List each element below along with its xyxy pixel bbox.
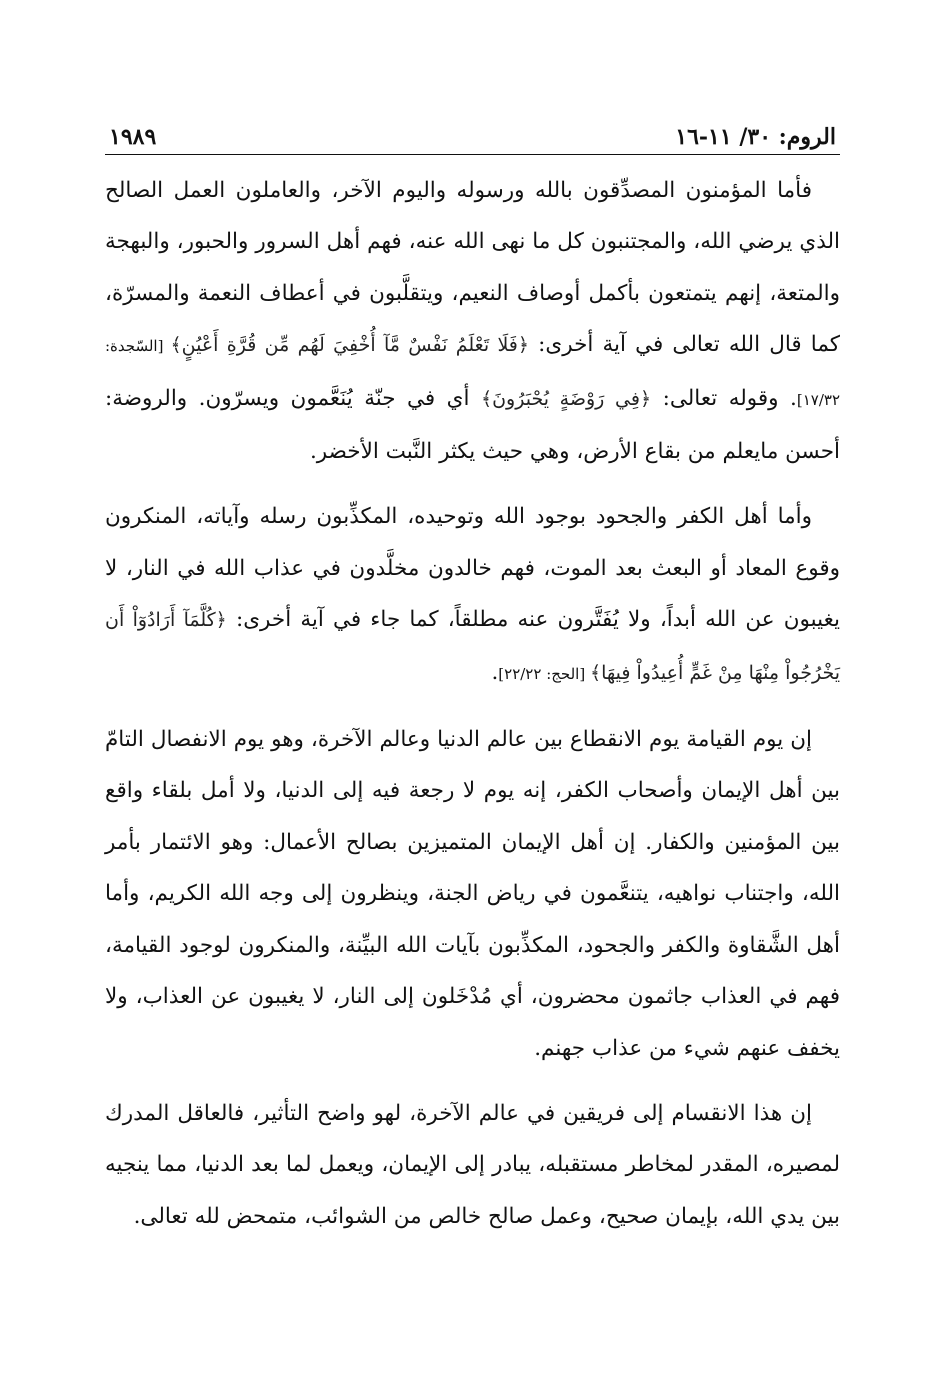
paragraph-conclusion: إن هذا الانقسام إلى فريقين في عالم الآخرة، لهو واضح التأثير، فالعاقل المدرك لمصيره، المقدر لمخاطر مستقبله، يبادر إلى الإيمان، ويعمل لما بعد الدنيا، مما ينجيه بين يدي الله، بإيمان صحيح، وعمل صالح خالص من الشوائب، متمحض لله تعالى. bbox=[105, 1100, 840, 1229]
paragraph-text: أي في جنّة يُنَعَّمون ويسرّون. والروضة: أحسن مايعلم من بقاع الأرض، وهي حيث يكثر النَّبت الأخضر. bbox=[105, 385, 840, 465]
paragraph-text: . bbox=[491, 659, 499, 685]
header-divider bbox=[105, 154, 840, 155]
verse-reference: [الحج: ٢٢/٢٢] bbox=[498, 664, 590, 683]
paragraph-text: . وقوله تعالى: bbox=[651, 385, 797, 411]
quran-verse: ﴿كُلَّمَآ أَرَادُوٓاْ أَن يَخْرُجُواْ مِنْهَا مِنْ غَمٍّ أُعِيدُواْ فِيهَا﴾ bbox=[105, 609, 840, 684]
page-number: ١٩٨٩ bbox=[109, 124, 157, 150]
document-page bbox=[105, 118, 840, 1256]
paragraph-text: وأما أهل الكفر والجحود بوجود الله وتوحيده، المكذِّبون رسله وآياته، المنكرون وقوع المعاد أو البعث بعد الموت، فهم خالدون مخلَّدون في عذاب الله في النار، لا يغيبون عن الله أبداً، ولا يُفَتَّرون عنه مطلقاً، كما جاء في آية أخرى: bbox=[105, 504, 840, 633]
paragraph-believers bbox=[105, 165, 840, 477]
page-header bbox=[105, 118, 840, 150]
paragraph-disbelievers bbox=[105, 491, 840, 700]
quran-verse: ﴿فَلَا تَعْلَمُ نَفْسٌ مَّآ أُخْفِيَ لَهُم مِّن قُرَّةِ أَعْيُنٍ﴾ bbox=[170, 334, 529, 357]
paragraph-day-of-judgment: إن يوم القيامة يوم الانقطاع بين عالم الدنيا وعالم الآخرة، وهو يوم الانفصال التامّ بين أهل الإيمان وأصحاب الكفر، إنه يوم لا رجعة فيه إلى الدنيا، ولا أمل بلقاء واقع بين المؤمنين والكفار. إن أهل الإيمان المتميزين بصالح الأعمال: وهو الائتمار بأمر الله، واجتناب نواهيه، يتنعَّمون في رياض الجنة، وينظرون إلى وجه الله الكريم، وأما أهل الشَّقاوة والكفر والجحود، المكذِّبون بآيات الله البيِّنة، والمنكرون لوجود القيامة، فهم في العذاب جاثمون محضرون، أي مُدْخَلون إلى النار، لا يغيبون عن العذاب، ولا يخفف عنهم شيء من عذاب جهنم. bbox=[105, 727, 840, 1061]
chapter-reference: الروم: ٣٠/ ١١-١٦ bbox=[675, 124, 836, 150]
page-body bbox=[105, 165, 840, 1242]
quran-verse: ﴿فِي رَوْضَةٍ يُحْبَرُونَ﴾ bbox=[480, 387, 652, 410]
paragraph-text: فأما المؤمنون المصدِّقون بالله ورسوله واليوم الآخر، والعاملون العمل الصالح الذي يرضي الله، والمجتنبون كل ما نهى الله عنه، فهم أهل السرور والحبور، والبهجة والمتعة، إنهم يتمتعون بأكمل أوصاف النعيم، ويتقلَّبون في أعطاف النعمة والمسرّة، كما قال الله تعالى في آية أخرى: bbox=[105, 178, 840, 358]
verse-reference: [السّجدة: ١٧/٣٢] bbox=[105, 337, 840, 409]
